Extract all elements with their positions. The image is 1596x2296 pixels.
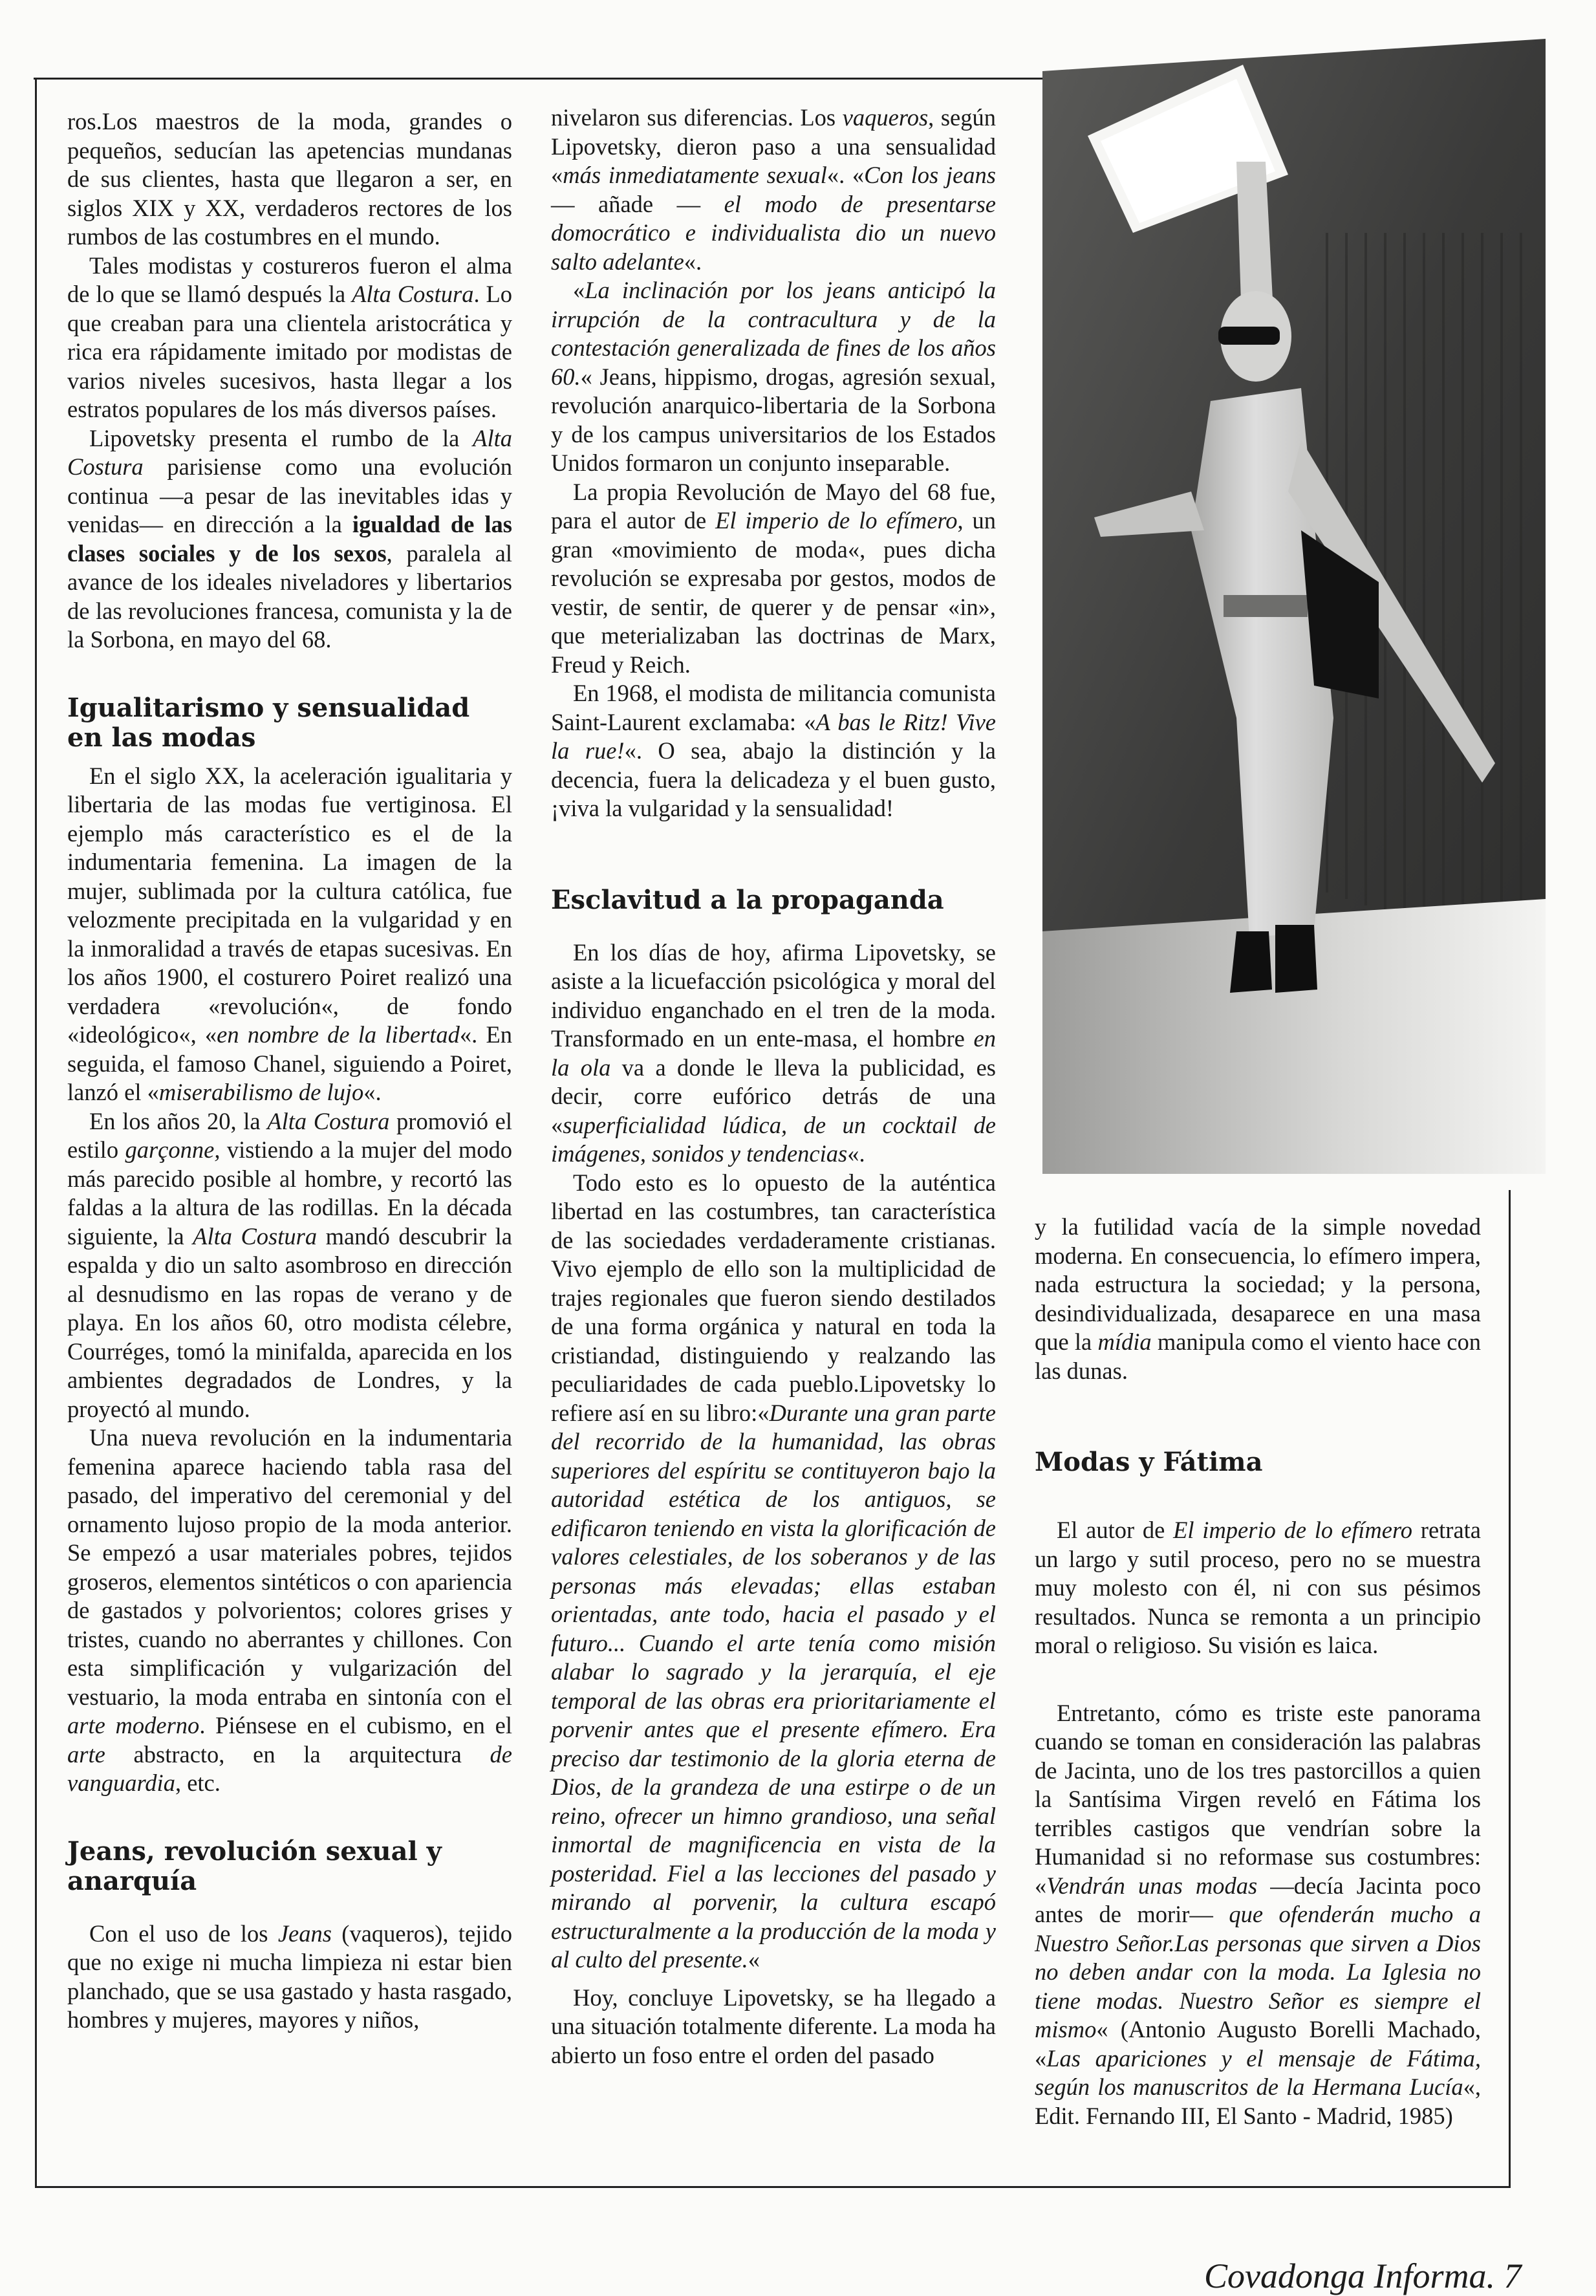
column-2 xyxy=(551,103,996,2070)
top-rule xyxy=(34,78,1133,80)
paragraph: Una nueva revolución en la indumentaria femenina aparece haciendo tabla rasa del pasado, del imperativo del ceremonial y del ornamento lujoso propio de la moda anterior. Se empezó a usar materiales pobres, tejidos groseros, elementos sintéticos o con apariencia de gastados y polvorientos; colores grises y tristes, cuando no aberrantes y chillones. Con esta simplificación y vulgarización del vestuario, la moda entraba en sintonía con el arte moderno. Piénsese en el cubismo, en el arte abstracto, en la arquitectura de vanguardia, etc. xyxy=(67,1424,512,1796)
paragraph: Con el uso de los Jeans (vaqueros), tejido que no exige ni mucha limpieza ni estar bien planchado, que se usa gastado y hasta rasgado, hombres y mujeres, mayores y niños, xyxy=(67,1920,512,2033)
paragraph: Lipovetsky presenta el rumbo de la Alta Costura parisiense como una evolución continua —a pesar de las inevitables idas y venidas— en dirección a la igualdad de las clases sociales y de los sexos, paralela al avance de los ideales niveladores y libertarios de las revoluciones francesa, comunista y la de la Sorbona, en mayo del 68. xyxy=(67,424,513,653)
paragraph: y la futilidad vacía de la simple novedad moderna. En consecuencia, lo efímero impera, nada estructura la sociedad; y la persona, desindividualizada, desaparece en una masa que la mídia manipula como el viento hace con las dunas. xyxy=(1035,1213,1481,1384)
paragraph: En 1968, el modista de militancia comunista Saint-Laurent exclamaba: «A bas le Ritz! Vive la rue!«. O sea, abajo la distinción y la decencia, fuera la delicadeza y el buen gusto, ¡viva la vulgaridad y la sensualidad! xyxy=(551,680,996,821)
paragraph: En el siglo XX, la aceleración igualitaria y libertaria de las modas fue vertiginosa. El ejemplo más característico es el de la indumentaria femenina. La imagen de la mujer, sublimada por la cultura católica, fue velozmente precipitada en la vulgaridad y en la inmoralidad a través de etapas sucesivas. En los años 1900, el costurero Poiret realizó una verdadera «revolución«, de fondo «ideológico«, «en nombre de la libertad«. En seguida, el famoso Chanel, siguiendo a Poiret, lanzó el «miserabilismo de lujo«. xyxy=(67,762,513,1105)
paragraph: La propia Revolución de Mayo del 68 fue, para el autor de El imperio de lo efímero, un gran «movimiento de moda«, pues dicha revolución se expresaba por gestos, modos de vestir, de sentir, de querer y de pensar «in», que meterializaban las doctrinas de Marx, Freud y Reich. xyxy=(551,478,997,678)
right-frame-rule xyxy=(1509,1190,1511,2188)
page-footer: Covadonga Informa. 7 xyxy=(1204,2257,1522,2295)
section-heading: Esclavitud a la propaganda xyxy=(551,884,944,915)
paragraph: ros.Los maestros de la moda, grandes o pequeños, seducían las apetencias mundanas de sus clientes, hasta que llegaron a ser, en siglos XIX y XX, verdaderos rectores de los rumbos de las costumbres en el mundo. xyxy=(67,108,512,250)
paragraph: Todo esto es lo opuesto de la auténtica libertad en las costumbres, tan característica de las sociedades verdaderamente cristianas. Vivo ejemplo de ello son la multiplicidad de trajes regionales que fueron siendo destilados de una forma orgánica y natural en toda la cristiandad, distinguiendo y realzando las peculiaridades de cada pueblo.Lipovetsky lo refiere así en su libro:«Durante una gran parte del recorrido de la humanidad, las obras superiores del espíritu se contituyeron bajo la autoridad estética de los antiguos, se edificaron teniendo en vista la glorificación de valores celestiales, de los soberanos y de las personas más elevadas; ellas estaban orientadas, ante todo, hacia el pasado y el futuro... Cuando el arte tenía como misión alabar lo sagrado y la jerarquía, el eje temporal de las obras era prioritariamente el porvenir antes que el presente efímero. Era preciso dar testimonio de la gloria eterna de Dios, de la grandeza de una estirpe o de un reino, ofrecer un himno grandioso, una señal inmortal de magnificencia en vista de la posteridad. Fiel a las lecciones del pasado y mirando al porvenir, la cultura escapó estructuralmente a la producción de la moda y al culto del presente.« xyxy=(551,1169,997,1973)
paragraph: «La inclinación por los jeans anticipó la irrupción de la contracultura y de la contestación generalizada de fines de los años 60.« Jeans, hippismo, drogas, agresión sexual, revolución anarquico-libertaria de la Sorbona y de los campus universitarios de los Estados Unidos formaron un conjunto inseparable. xyxy=(551,277,996,476)
paragraph: En los años 20, la Alta Costura promovió el estilo garçonne, vistiendo a la mujer del modo más parecido posible al hombre, y recortó las faldas a la altura de las rodillas. En la década siguiente, la Alta Costura mandó descubrir la espalda y dio un salto asombroso en dirección al desnudismo en las ropas de verano y de playa. En los años 60, otro modista célebre, Courréges, tomó la minifalda, aparecida en los ambientes degradados de Londres, y la proyectó al mundo. xyxy=(67,1107,512,1422)
section-heading: Igualitarismo y sensualidad en las modas xyxy=(67,692,470,753)
section-heading: Modas y Fátima xyxy=(1035,1447,1263,1477)
paragraph: El autor de El imperio de lo efímero retrata un largo y sutil proceso, pero no se muestra muy molesto con él, ni con sus pésimos resultados. Nunca se remonta a un principio moral o religioso. Su visión es laica. xyxy=(1035,1517,1481,1658)
section-heading: Jeans, revolución sexual y anarquía xyxy=(67,1836,442,1896)
paragraph: En los días de hoy, afirma Lipovetsky, se asiste a la licuefacción psicológica y moral del individuo enganchado en el tren de la moda. Transformado en un ente-masa, el hombre en la ola va a donde le lleva la publicidad, es decir, corre eufórico detrás de una «superficialidad lúdica, de un cocktail de imágenes, sonidos y tendencias«. xyxy=(551,938,996,1167)
paragraph: Entretanto, cómo es triste este panorama cuando se toman en consideración las palabras de Jacinta, uno de los tres pastorcillos a quien la Santísima Virgen reveló en Fátima los terribles castigos que vendrían sobre la Humanidad si no reformase sus costumbres: «Vendrán unas modas —decía Jacinta poco antes de morir— que ofenderán mucho a Nuestro Señor.Las personas que sirven a Dios no deben andar con la moda. La Iglesia no tiene modas. Nuestro Señor es siempre el mismo« (Antonio Augusto Borelli Machado, «Las apariciones y el mensaje de Fátima, según los manuscritos de la Hermana Lucía«, Edit. Fernando III, El Santo - Madrid, 1985) xyxy=(1035,1699,1481,2129)
column-3 xyxy=(1035,1213,1481,2130)
paragraph: Tales modistas y costureros fueron el alma de lo que se llamó después la Alta Costura. Lo que creaban para una clientela aristocrática y rica era rápidamente imitado por modistas de varios niveles sucesivos, hasta llegar a los estratos populares de los más diversos países. xyxy=(67,252,512,422)
paragraph: Hoy, concluye Lipovetsky, se ha llegado a una situación totalmente diferente. La moda ha abierto un foso entre el orden del pasado xyxy=(551,1984,996,2068)
fashion-photo xyxy=(1042,39,1546,1174)
photo-image xyxy=(1042,39,1546,1174)
bottom-frame-rule xyxy=(35,2186,1511,2188)
left-frame-rule xyxy=(35,79,37,2187)
column-1 xyxy=(67,107,512,2035)
paragraph: nivelaron sus diferencias. Los vaqueros, según Lipovetsky, dieron paso a una sensualidad «más inmediatamente sexual«. «Con los jeans — añade — el modo de presentarse domocrático e individualista dio un nuevo salto adelante«. xyxy=(551,104,997,275)
